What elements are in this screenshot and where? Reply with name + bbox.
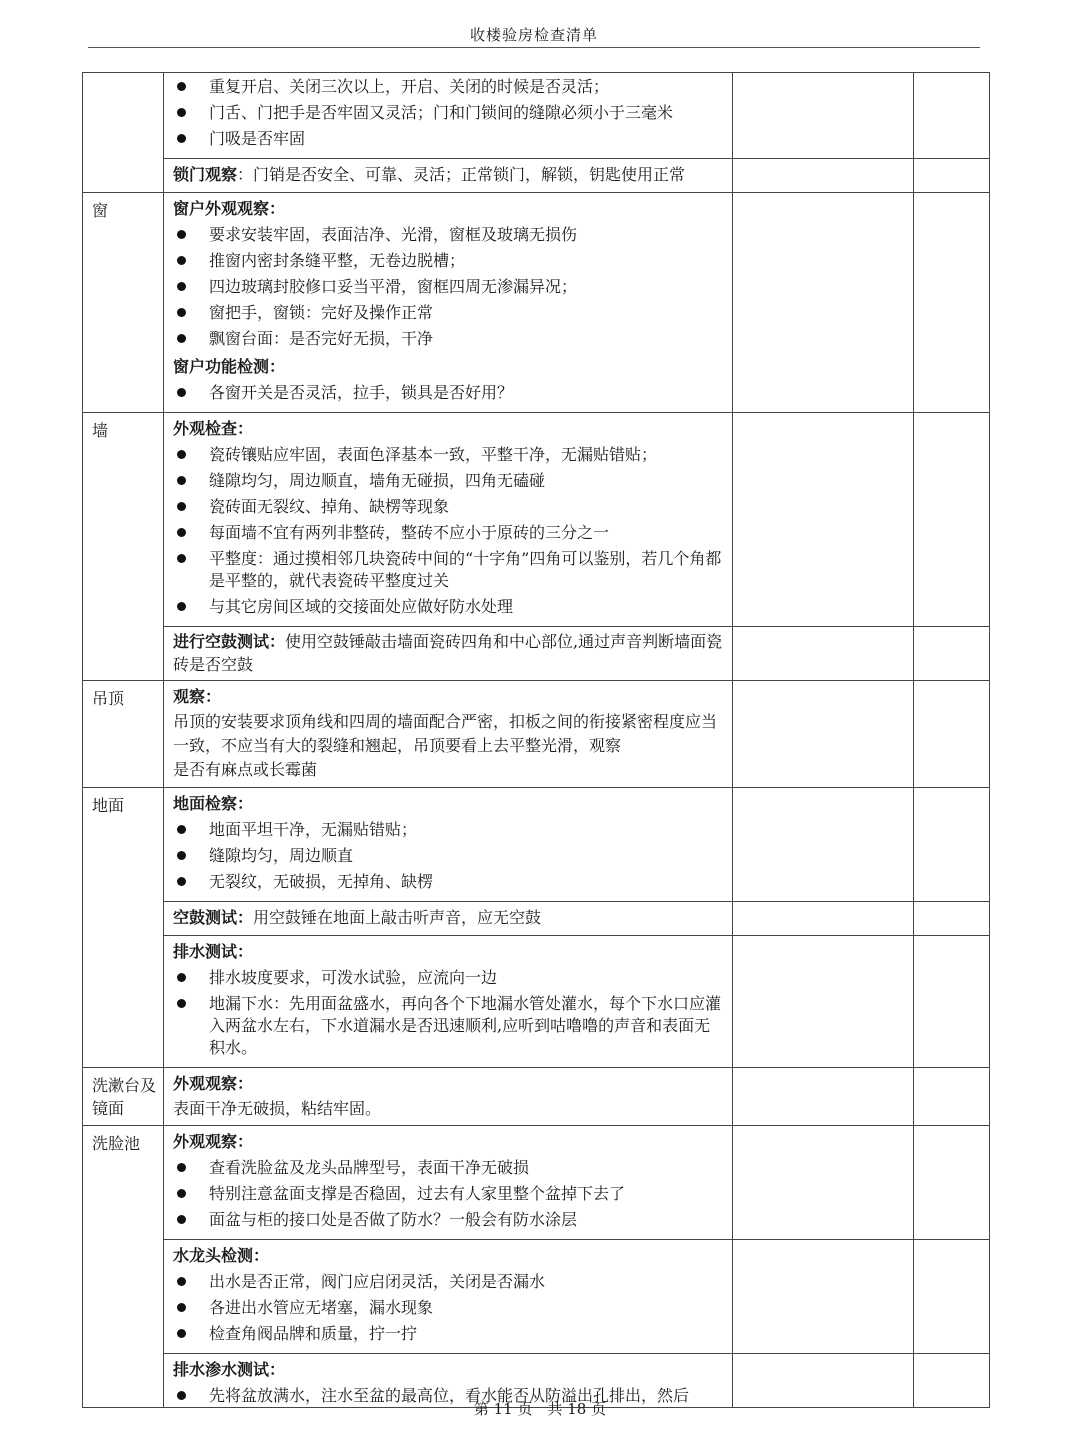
content-cell	[164, 902, 733, 936]
list-item: 瓷砖面无裂纹、掉角、缺楞等现象	[173, 496, 724, 518]
category-label: 吊顶	[92, 689, 125, 708]
list-item: 各进出水管应无堵塞，漏水现象	[173, 1297, 724, 1319]
section-title: 外观观察：	[173, 1132, 254, 1151]
list-item: 无裂纹，无破损，无掉角、缺楞	[173, 871, 724, 893]
result-cell[interactable]	[733, 193, 914, 413]
result-cell[interactable]	[733, 627, 914, 681]
note-cell[interactable]	[914, 788, 990, 902]
content-cell	[164, 1068, 733, 1126]
list-item: 重复开启、关闭三次以上，开启、关闭的时候是否灵活；	[173, 76, 724, 98]
list-item: 各窗开关是否灵活，拉手，锁具是否好用？	[173, 382, 724, 404]
checklist-table	[82, 72, 990, 1408]
note-cell[interactable]	[914, 627, 990, 681]
section-title: 水龙头检测：	[173, 1246, 270, 1265]
section-text: 吊顶的安装要求顶角线和四周的墙面配合严密，扣板之间的衔接紧密程度应当一致，不应当有大的裂缝和翘起，吊顶要看上去平整光滑，观察	[173, 712, 718, 755]
note-cell[interactable]	[914, 73, 990, 159]
note-cell[interactable]	[914, 902, 990, 936]
list-item: 与其它房间区域的交接面处应做好防水处理	[173, 596, 724, 618]
section-text: 是否有麻点或长霉菌	[173, 760, 318, 779]
list-item: 每面墙不宜有两列非整砖，整砖不应小于原砖的三分之一	[173, 522, 724, 544]
list-item: 检查角阀品牌和质量，拧一拧	[173, 1323, 724, 1345]
category-cell	[83, 73, 164, 193]
table-row	[83, 936, 990, 1068]
table-row	[83, 73, 990, 159]
section-title: 窗户功能检测：	[173, 357, 286, 376]
list-item: 平整度：通过摸相邻几块瓷砖中间的“十字角”四角可以鉴别，若几个角都是平整的，就代表瓷砖平整度过关	[173, 548, 724, 592]
section-title: 排水渗水测试：	[173, 1360, 286, 1379]
list-item: 查看洗脸盆及龙头品牌型号，表面干净无破损	[173, 1157, 724, 1179]
category-label: 墙	[92, 421, 109, 440]
list-item: 排水坡度要求，可泼水试验，应流向一边	[173, 967, 724, 989]
list-item: 飘窗台面：是否完好无损，干净	[173, 328, 724, 350]
page-header: 收楼验房检查清单	[469, 26, 598, 44]
note-cell[interactable]	[914, 936, 990, 1068]
result-cell[interactable]	[733, 788, 914, 902]
content-cell	[164, 73, 733, 159]
section-text: 使用空鼓锤敲击墙面瓷砖四角和中心部位,通过声音判断墙面瓷砖是否空鼓	[173, 632, 723, 674]
list-item: 推窗内密封条缝平整，无卷边脱槽；	[173, 250, 724, 272]
content-cell	[164, 788, 733, 902]
table-row	[83, 159, 990, 193]
section-title: 锁门观察	[173, 165, 238, 184]
page-number: 第 11 页 共 18 页	[473, 1400, 607, 1418]
list-item: 窗把手，窗锁：完好及操作正常	[173, 302, 724, 324]
window-function-list	[173, 382, 724, 404]
basin-faucet-list	[173, 1271, 724, 1345]
note-cell[interactable]	[914, 193, 990, 413]
category-label: 窗	[92, 201, 109, 220]
content-cell	[164, 159, 733, 193]
note-cell[interactable]	[914, 1126, 990, 1240]
floor-drain-list	[173, 967, 724, 1059]
list-item: 门舌、门把手是否牢固又灵活；门和门锁间的缝隙必须小于三毫米	[173, 102, 724, 124]
category-label: 地面	[92, 796, 125, 815]
section-title: 窗户外观观察：	[173, 199, 286, 218]
section-title: 地面检察：	[173, 794, 254, 813]
category-cell	[83, 788, 164, 1068]
list-item: 特别注意盆面支撑是否稳固，过去有人家里整个盆掉下去了	[173, 1183, 724, 1205]
table-row	[83, 681, 990, 788]
list-item: 出水是否正常，阀门应启闭灵活，关闭是否漏水	[173, 1271, 724, 1293]
list-item: 地面平坦干净，无漏贴错贴；	[173, 819, 724, 841]
category-cell	[83, 1068, 164, 1126]
note-cell[interactable]	[914, 681, 990, 788]
content-cell	[164, 1240, 733, 1354]
section-title: 排水测试：	[173, 942, 254, 961]
list-item: 地漏下水：先用面盆盛水，再向各个下地漏水管处灌水，每个下水口应灌入两盆水左右，下水道漏水是否迅速顺利,应听到咕噜噜的声音和表面无积水。	[173, 993, 724, 1059]
result-cell[interactable]	[733, 73, 914, 159]
list-item: 面盆与柜的接口处是否做了防水？一般会有防水涂层	[173, 1209, 724, 1231]
category-cell	[83, 193, 164, 413]
list-item: 四边玻璃封胶修口妥当平滑，窗框四周无渗漏异况；	[173, 276, 724, 298]
note-cell[interactable]	[914, 413, 990, 627]
content-cell	[164, 936, 733, 1068]
content-cell	[164, 413, 733, 627]
header-divider	[88, 47, 980, 48]
result-cell[interactable]	[733, 159, 914, 193]
category-cell	[83, 413, 164, 681]
content-cell	[164, 1126, 733, 1240]
table-row	[83, 1068, 990, 1126]
note-cell[interactable]	[914, 1240, 990, 1354]
section-text: 用空鼓锤在地面上敲击听声音，应无空鼓	[253, 908, 542, 927]
table-row	[83, 413, 990, 627]
result-cell[interactable]	[733, 1240, 914, 1354]
table-row	[83, 1240, 990, 1354]
section-title: 外观观察：	[173, 1074, 254, 1093]
list-item: 缝隙均匀，周边顺直，墙角无碰损，四角无磕碰	[173, 470, 724, 492]
result-cell[interactable]	[733, 1068, 914, 1126]
category-label: 洗漱台及镜面	[92, 1076, 157, 1118]
section-title: 空鼓测试：	[173, 908, 254, 927]
content-cell	[164, 627, 733, 681]
category-cell	[83, 681, 164, 788]
floor-inspect-list	[173, 819, 724, 893]
table-row	[83, 788, 990, 902]
table-row	[83, 902, 990, 936]
table-row	[83, 627, 990, 681]
list-item: 缝隙均匀，周边顺直	[173, 845, 724, 867]
result-cell[interactable]	[733, 902, 914, 936]
content-cell	[164, 193, 733, 413]
category-label: 洗脸池	[92, 1134, 141, 1153]
section-title: 外观检查：	[173, 419, 254, 438]
result-cell[interactable]	[733, 681, 914, 788]
section-text: 表面干净无破损，粘结牢固。	[173, 1099, 382, 1118]
section-title: 观察：	[173, 687, 222, 706]
basin-appearance-list	[173, 1157, 724, 1231]
section-title: 进行空鼓测试：	[173, 632, 286, 651]
window-appearance-list	[173, 224, 724, 350]
door-bullet-list	[173, 76, 724, 150]
table-row	[83, 1126, 990, 1240]
section-text: ：门销是否安全、可靠、灵活；正常锁门，解锁，钥匙使用正常	[237, 165, 686, 184]
content-cell	[164, 681, 733, 788]
note-cell[interactable]	[914, 159, 990, 193]
wall-bullet-list	[173, 444, 724, 618]
table-row	[83, 193, 990, 413]
result-cell[interactable]	[733, 1126, 914, 1240]
result-cell[interactable]	[733, 413, 914, 627]
note-cell[interactable]	[914, 1068, 990, 1126]
list-item: 要求安装牢固，表面洁净、光滑，窗框及玻璃无损伤	[173, 224, 724, 246]
list-item: 瓷砖镶贴应牢固，表面色泽基本一致，平整干净，无漏贴错贴；	[173, 444, 724, 466]
list-item: 门吸是否牢固	[173, 128, 724, 150]
list-item: 先将盆放满水，注水至盆的最高位，看水能否从防溢出孔排出，然后	[173, 1385, 724, 1407]
result-cell[interactable]	[733, 936, 914, 1068]
category-cell	[83, 1126, 164, 1408]
